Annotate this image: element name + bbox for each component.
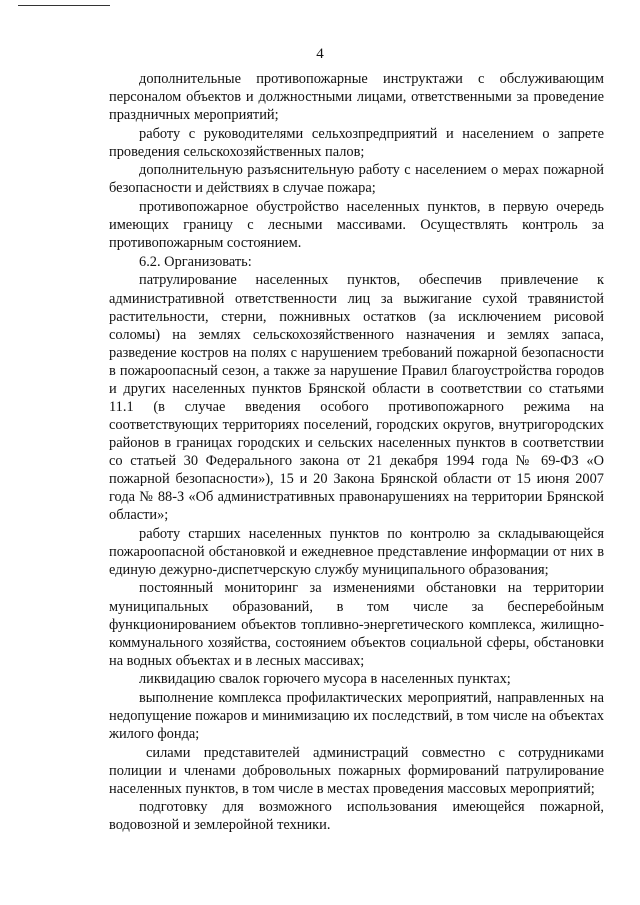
paragraph-equipment-readiness: подготовку для возможного использования имеющейся пожарной, водовозной и землеройной техники.	[109, 799, 604, 834]
paragraph-monitoring: постоянный мониторинг за изменениями обстановки на территории муниципальных образований, в том числе за бесперебойным функционированием объектов топливно-энергетического комплекса, жилищно-коммунального хозяйства, состоянием объектов социальной сферы, обстановки на водных объектах и в лесных массивах;	[109, 580, 604, 669]
paragraph-village-elders: работу старших населенных пунктов по контролю за складывающейся пожароопасной обстановкой и ежедневное представление информации от них в единую дежурно-диспетчерскую службу муниципального образования;	[109, 525, 604, 578]
paragraph-agri-burning-ban: работу с руководителями сельхозпредприятий и населением о запрете проведения сельскохозяйственных палов;	[109, 125, 604, 160]
paragraph-joint-patrols: силами представителей администраций совместно с сотрудниками полиции и членами добровольных пожарных формирований патрулирование населенных пунктов, в том числе в местах проведения массовых мероприятий;	[109, 744, 604, 797]
paragraph-briefings: дополнительные противопожарные инструктажи с обслуживающим персоналом объектов и должностными лицами, ответственными за проведение праздничных мероприятий;	[109, 71, 604, 124]
paragraph-prevention: выполнение комплекса профилактических мероприятий, направленных на недопущение пожаров и минимизацию их последствий, в том числе на объектах жилого фонда;	[109, 689, 604, 743]
section-heading-6-2: 6.2. Организовать:	[139, 253, 252, 270]
top-rule	[18, 5, 110, 6]
paragraph-fire-protection-setup: противопожарное обустройство населенных пунктов, в первую очередь имеющих границу с лесными массивами. Осуществлять контроль за противопожарным состоянием.	[109, 199, 604, 252]
paragraph-patrolling: патрулирование населенных пунктов, обеспечив привлечение к административной ответственности лиц за выжигание сухой травянистой растительности, стерни, пожнивных остатков (за исключением рисовой соломы) на землях сельскохозяйственного назначения и землях запаса, разведение костров на полях с нарушением требований пожарной безопасности в пожароопасный сезон, а также за нарушение Правил благоустройства городов и других населенных пунктов Брянской области в соответствии со статьями 11.1 (в случае введения особого противопожарного режима на соответствующих территориях поселений, городских округов, внутригородских районов в границах городских и сельских населенных пунктов в соответствии со статьей 30 Федерального закона от 21 декабря 1994 года № 69-ФЗ «О пожарной безопасности»), 15 и 20 Закона Брянской области от 15 июня 2007 года № 88-З «Об административных правонарушениях на территории Брянской области»;	[109, 272, 604, 524]
document-body	[109, 70, 604, 835]
paragraph-outreach: дополнительную разъяснительную работу с населением о мерах пожарной безопасности и действиях в случае пожара;	[109, 162, 604, 197]
page-number: 4	[316, 46, 324, 62]
paragraph-waste-removal: ликвидацию свалок горючего мусора в населенных пунктах;	[139, 671, 511, 688]
